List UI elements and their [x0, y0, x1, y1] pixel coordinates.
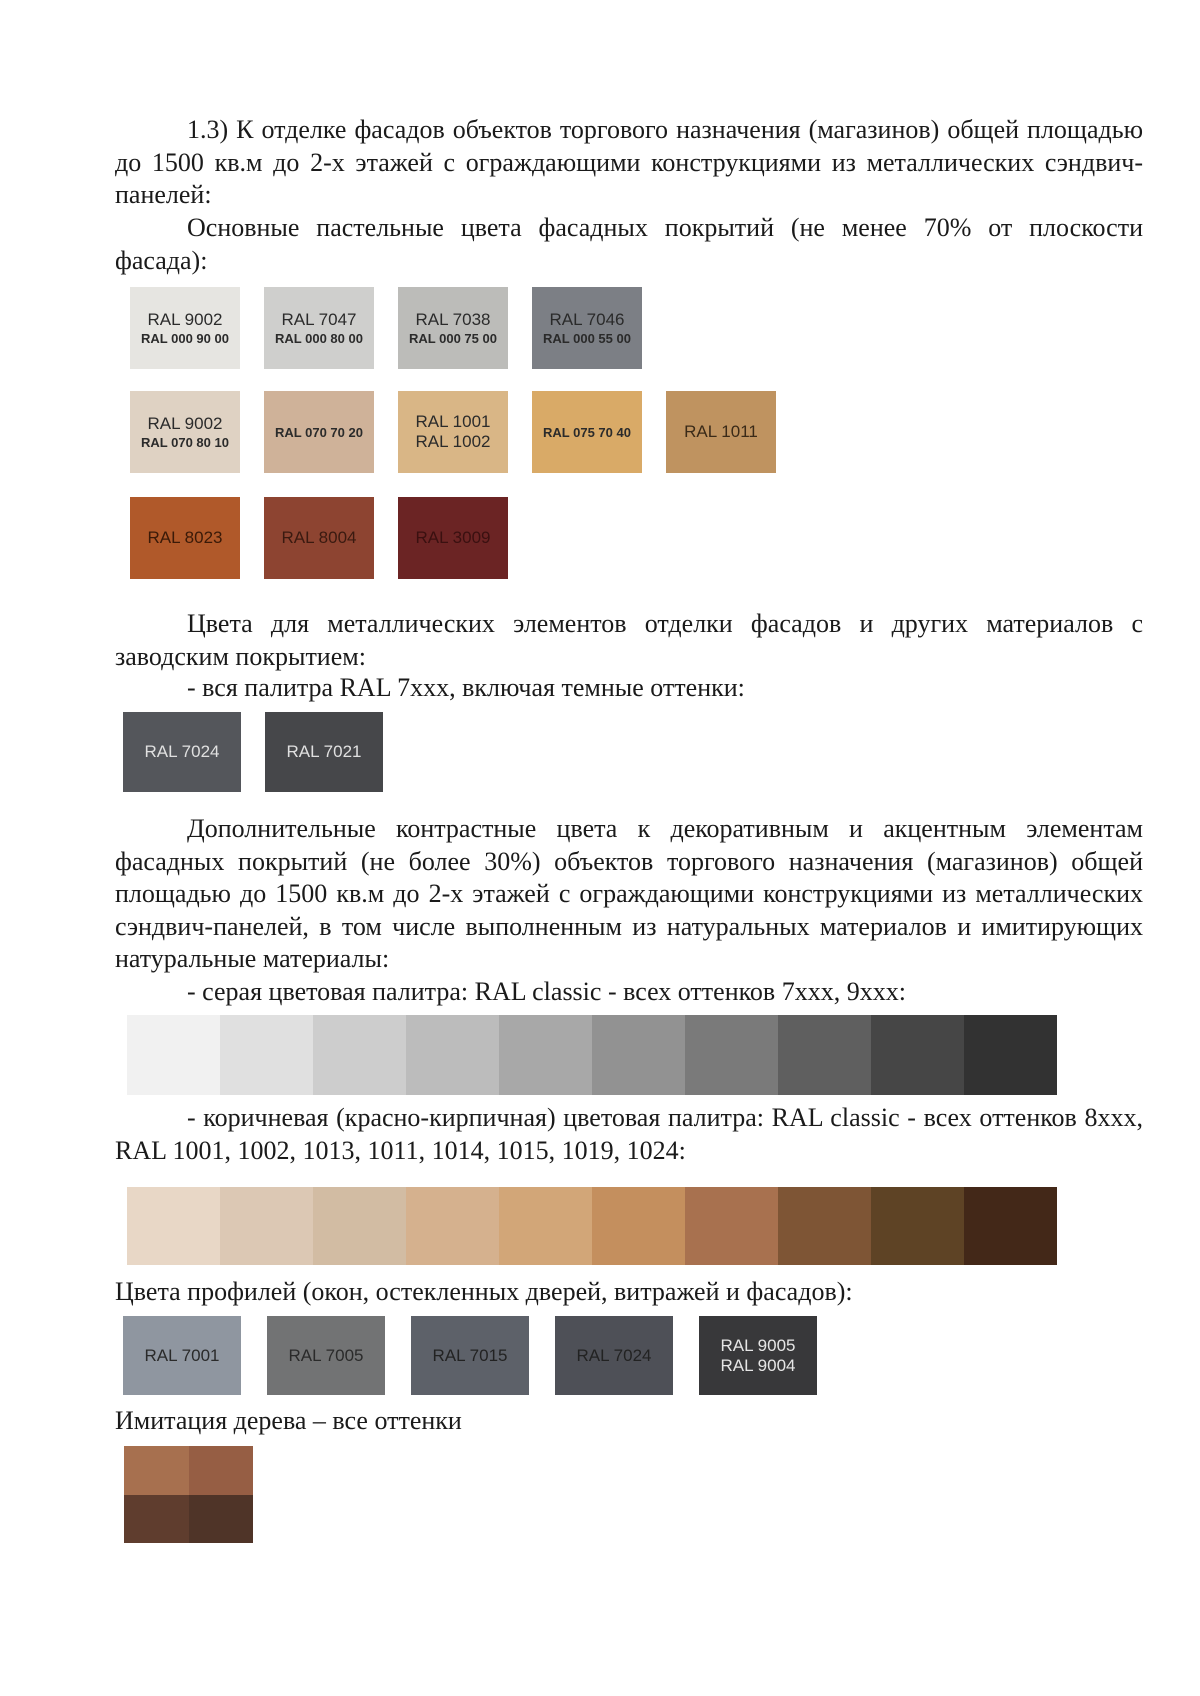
- wood-imitation-swatch: [124, 1446, 253, 1543]
- swatch-label: RAL 7021: [286, 742, 362, 761]
- grey-shade-cell: [778, 1015, 871, 1095]
- color-swatch: [555, 1316, 673, 1395]
- color-swatch: [666, 391, 776, 473]
- swatch-sublabel: RAL 000 75 00: [409, 330, 497, 346]
- color-swatch: [130, 391, 240, 473]
- swatch-label: RAL 1011: [684, 422, 758, 441]
- swatch-label: RAL 3009: [415, 528, 491, 547]
- metal-palette-bullet: - вся палитра RAL 7ххх, включая темные оттенки:: [187, 673, 745, 702]
- metal-colors-paragraph: Цвета для металлических элементов отделки фасадов и других материалов с заводским покрытием:: [115, 609, 1143, 671]
- swatch-label: RAL 7046: [549, 309, 625, 329]
- brown-shade-cell: [964, 1187, 1057, 1265]
- swatch-sublabel: RAL 9004: [720, 1355, 796, 1375]
- brown-shade-cell: [406, 1187, 499, 1265]
- grey-shade-cell: [592, 1015, 685, 1095]
- swatch-label: RAL 8023: [147, 528, 223, 547]
- swatch-sublabel: RAL 070 70 20: [275, 424, 363, 440]
- brown-shade-cell: [499, 1187, 592, 1265]
- swatch-label: RAL 7001: [144, 1345, 220, 1365]
- swatch-label: RAL 9002: [147, 309, 223, 329]
- grey-shade-cell: [313, 1015, 406, 1095]
- color-swatch: [123, 1316, 241, 1395]
- swatch-label: RAL 7024: [144, 742, 220, 761]
- grey-shade-cell: [964, 1015, 1057, 1095]
- swatch-sublabel: RAL 075 70 40: [543, 424, 631, 440]
- wood-shade-cell: [124, 1495, 189, 1544]
- brown-palette-strip: [127, 1187, 1057, 1265]
- color-swatch: [398, 287, 508, 369]
- color-swatch: [699, 1316, 817, 1395]
- color-swatch: [267, 1316, 385, 1395]
- color-swatch: [265, 712, 383, 792]
- grey-palette-strip: [127, 1015, 1057, 1095]
- swatch-sublabel: RAL 000 55 00: [543, 330, 631, 346]
- brown-palette-bullet: - коричневая (красно-кирпичная) цветовая палитра: RAL classic - всех оттенков 8ххх, RAL 1001, 1002, 1013, 1011, 1014, 1015, 1019, 1024:: [115, 1103, 1143, 1165]
- swatch-label: RAL 9005: [720, 1335, 796, 1355]
- grey-shade-cell: [871, 1015, 964, 1095]
- color-swatch: [264, 287, 374, 369]
- color-swatch: [264, 497, 374, 579]
- contrast-colors-paragraph: Дополнительные контрастные цвета к декоративным и акцентным элементам фасадных покрытий (не более 30%) объектов торгового назначения (магазинов) общей площадью до 1500 кв.м до 2-х этажей с ограждающими конструкциями из металлических сэндвич-панелей, в том числе выполненным из натуральных материалов и имитирующих натуральные материалы:: [115, 814, 1143, 973]
- brown-shade-cell: [871, 1187, 964, 1265]
- wood-shade-cell: [124, 1446, 189, 1495]
- color-swatch: [130, 287, 240, 369]
- section-heading-paragraph: 1.3) К отделке фасадов объектов торгового назначения (магазинов) общей площадью до 1500 кв.м до 2-х этажей с ограждающими конструкциями из металлических сэндвич-панелей:: [115, 115, 1143, 209]
- grey-shade-cell: [406, 1015, 499, 1095]
- wood-shade-cell: [189, 1495, 254, 1544]
- swatch-label: RAL 1001: [415, 412, 491, 431]
- grey-shade-cell: [685, 1015, 778, 1095]
- brown-shade-cell: [220, 1187, 313, 1265]
- color-swatch: [398, 497, 508, 579]
- swatch-label: RAL 9002: [147, 413, 223, 433]
- wood-title: Имитация дерева – все оттенки: [115, 1406, 462, 1435]
- color-swatch: [411, 1316, 529, 1395]
- swatch-label: RAL 7024: [576, 1345, 652, 1365]
- swatch-label: RAL 7038: [415, 309, 491, 329]
- grey-shade-cell: [127, 1015, 220, 1095]
- swatch-sublabel: RAL 000 80 00: [275, 330, 363, 346]
- swatch-sublabel: RAL 1002: [415, 432, 491, 451]
- brown-shade-cell: [592, 1187, 685, 1265]
- color-swatch: [532, 287, 642, 369]
- swatch-sublabel: RAL 000 90 00: [141, 330, 229, 346]
- color-swatch: [130, 497, 240, 579]
- brown-shade-cell: [127, 1187, 220, 1265]
- swatch-label: RAL 7047: [281, 309, 357, 329]
- color-swatch: [398, 391, 508, 473]
- color-swatch: [532, 391, 642, 473]
- swatch-label: RAL 8004: [281, 528, 357, 547]
- main-colors-paragraph: Основные пастельные цвета фасадных покрытий (не менее 70% от плоскости фасада):: [115, 213, 1143, 275]
- grey-shade-cell: [220, 1015, 313, 1095]
- color-swatch: [264, 391, 374, 473]
- swatch-label: RAL 7015: [432, 1345, 508, 1365]
- profiles-title: Цвета профилей (окон, остекленных дверей, витражей и фасадов):: [115, 1277, 853, 1306]
- grey-palette-bullet: - серая цветовая палитра: RAL classic - всех оттенков 7ххх, 9ххх:: [187, 977, 906, 1006]
- swatch-sublabel: RAL 070 80 10: [141, 434, 229, 450]
- wood-shade-cell: [189, 1446, 254, 1495]
- brown-shade-cell: [685, 1187, 778, 1265]
- brown-shade-cell: [778, 1187, 871, 1265]
- brown-shade-cell: [313, 1187, 406, 1265]
- swatch-label: RAL 7005: [288, 1345, 364, 1365]
- grey-shade-cell: [499, 1015, 592, 1095]
- color-swatch: [123, 712, 241, 792]
